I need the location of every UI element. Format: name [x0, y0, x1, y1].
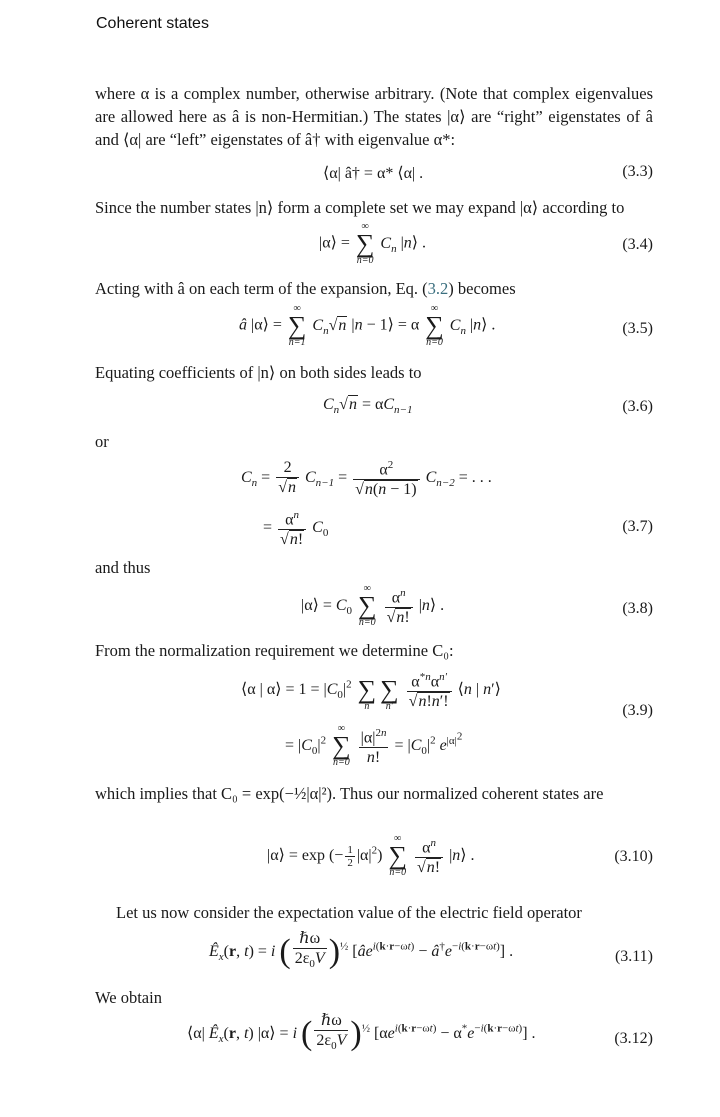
equation-3-6: [95, 396, 653, 420]
equation-3-12-body: ⟨α| $Ê_x(r$, t) |α⟩ = i ( $\frac{\text{ℏω}}{2\varepsilon_0V}$ )$^{\frac{1}{2}}$ $[\alpha e^{i(k\cdot r-\omega t)} - \alpha^*e^{-i(k\cdot r-\omega t)}]$ .: [187, 1012, 536, 1053]
equation-3-9-line-1: ⟨α | α⟩ = $1 = |C_0|^2$ ∑ n ∑ n′ $\frac{\alpha^{*n}\alpha^{n'}}{√n!n'!}$ ⟨n | n′⟩: [241, 668, 501, 712]
equation-3-6-number: (3.6): [622, 398, 653, 415]
equation-3-7: [95, 456, 653, 552]
equation-3-9: [95, 668, 653, 776]
equation-reference-link[interactable]: 3.2: [427, 279, 449, 298]
equation-3-12-number: (3.12): [614, 1030, 653, 1047]
equation-3-9-number: (3.9): [622, 702, 653, 719]
equation-3-5: [95, 304, 653, 354]
equation-3-6-body: $C_n√n = \alpha C_{n-1}$: [323, 396, 413, 417]
equation-3-5-number: (3.5): [622, 320, 653, 337]
equation-3-11-number: (3.11): [614, 948, 653, 965]
equation-3-4-number: (3.4): [622, 236, 653, 253]
equation-3-11-body: $Ê_x(r$, t) = i ( $\frac{\text{ℏω}}{2\varepsilon_0V}$ )$^{\frac{1}{2}}$ [$âe^{i(k\cdot r-\omega t)}$ − $â^\dagger e^{-i(k\cdot r-\omega t)}$] .: [209, 930, 514, 971]
equation-3-10-number: (3.10): [614, 848, 653, 865]
paragraph-1: where α is a complex number, otherwise arbitrary. (Note that complex eigenvalues are allowed here as â is non-Hermitian.) The states |α⟩ are “right” eigenstates of â and ⟨α| are “left” eigenstates of â† with eigenvalue α*:: [95, 84, 653, 149]
equation-3-8-body: |α⟩ = $C_0$ ∞ ∑ n=0 $\frac{\alpha^n}{√n!}$ |n⟩ .: [301, 583, 445, 629]
paragraph-6: and thus: [95, 558, 151, 577]
equation-3-8: [95, 584, 653, 634]
equation-3-10: [95, 834, 653, 884]
equation-3-3-body: ⟨α| â† = α* ⟨α| .: [323, 165, 424, 182]
equation-3-10-body: |α⟩ = exp (− $\frac{1}{2}$ $|\alpha|^2$) ∞ ∑ n=0 $\frac{\alpha^n}{√n!}$ |n⟩ .: [267, 833, 475, 879]
equation-3-3: [95, 163, 653, 187]
paragraph-4: Equating coefficients of |n⟩ on both sides leads to: [95, 363, 422, 382]
paragraph-10: We obtain: [95, 988, 162, 1007]
equation-3-11: [95, 930, 653, 984]
paragraph-5: or: [95, 432, 109, 451]
equation-3-5-body: â |α⟩ = ∞ ∑ n=1 $C_n√n$ |n − 1⟩ = α ∞ ∑ n=0 $C_n$ |n⟩ .: [239, 303, 496, 348]
paragraph-3: Acting with â on each term of the expansion, Eq. (3.2) becomes: [95, 279, 516, 298]
equation-3-4: [95, 222, 653, 270]
equation-3-7-number: (3.7): [622, 518, 653, 535]
running-head: Coherent states: [96, 15, 209, 32]
equation-3-8-number: (3.8): [622, 600, 653, 617]
equation-3-12: [95, 1012, 653, 1066]
equation-3-3-number: (3.3): [622, 163, 653, 180]
paragraph-9: Let us now consider the expectation value of the electric field operator: [116, 903, 582, 922]
equation-3-7-line-1: $C_n$ = $\frac{2}{√n}$ $C_{n-1}$ = $\frac{\alpha^2}{√n(n - 1)}$ $C_{n-2}$ = . . .: [241, 456, 492, 500]
equation-3-4-body: |α⟩ = ∞ ∑ n=0 $C_n$ |n⟩ .: [319, 221, 427, 266]
paragraph-8: which implies that C₀ = exp(−½|α|²). Thus our normalized coherent states are: [95, 784, 604, 803]
paragraph-2: Since the number states |n⟩ form a complete set we may expand |α⟩ according to: [95, 198, 625, 217]
paragraph-7: From the normalization requirement we determine C₀:: [95, 641, 454, 660]
equation-3-7-line-2: = $\frac{\alpha^n}{√n!}$ $C_0$: [263, 506, 328, 550]
equation-3-9-line-2: = $|C_0|^2$ ∞ ∑ n=0 $\frac{|\alpha|^{2n}}{n!}$ = $|C_0|^2$ $e^{|\alpha|^2}$: [285, 723, 463, 769]
